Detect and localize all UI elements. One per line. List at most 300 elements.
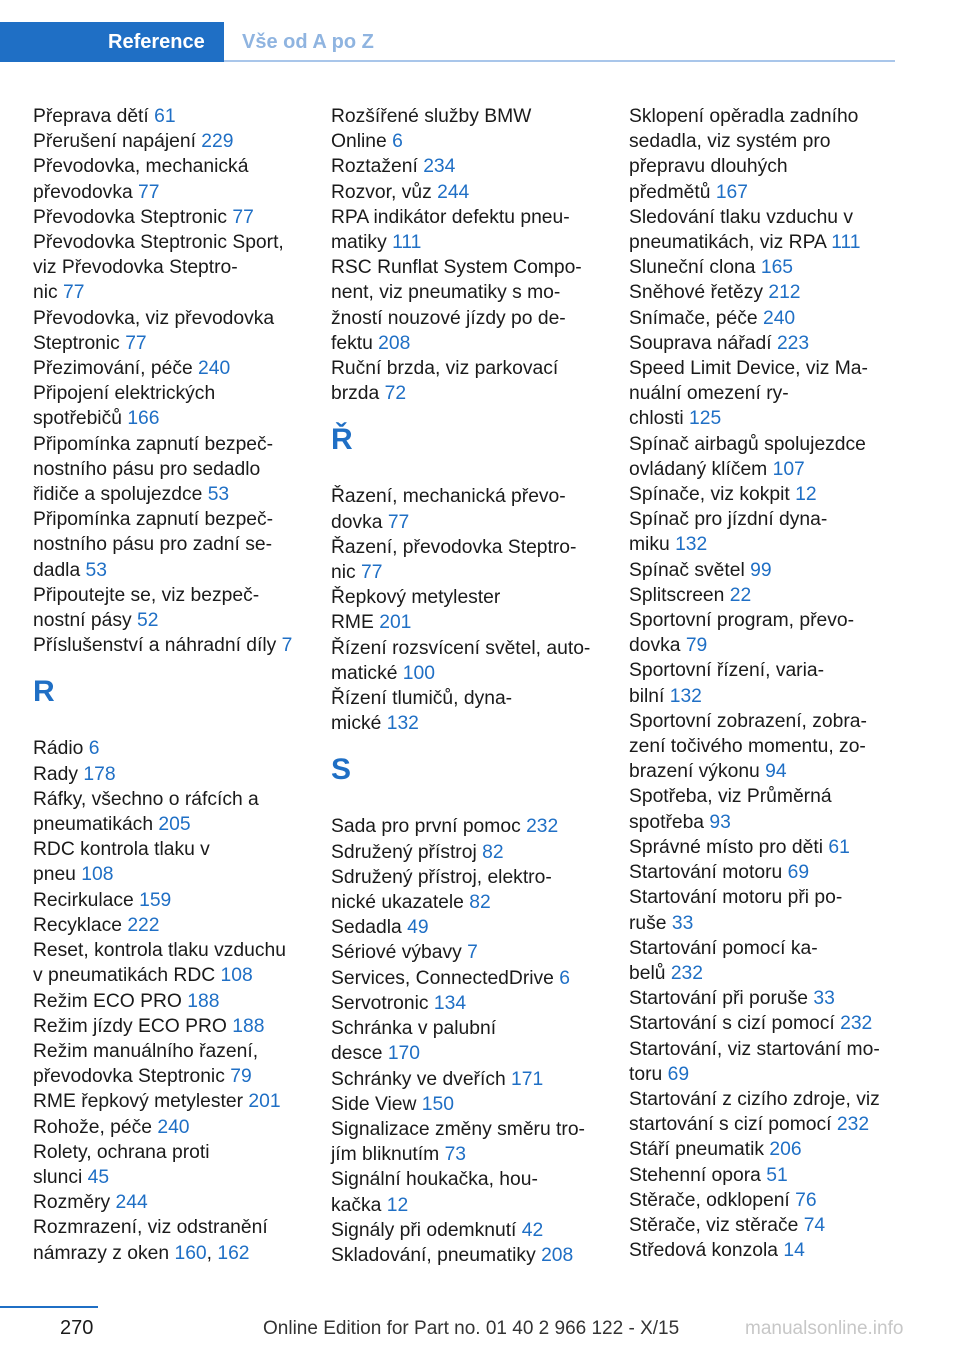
entry-line xyxy=(33,862,303,887)
page-link[interactable]: 232 xyxy=(526,816,559,838)
entry-line xyxy=(331,865,601,890)
entry-line xyxy=(629,936,899,961)
index-entry xyxy=(629,936,899,986)
entry-text: Převodovka Steptronic xyxy=(33,206,227,228)
index-column-1 xyxy=(33,104,303,1266)
entry-text: zení točivého momentu, zo‐ xyxy=(629,736,866,758)
entry-text: Startování s cizí pomocí xyxy=(629,1013,835,1035)
page-link[interactable]: 229 xyxy=(201,131,234,153)
page-link[interactable]: 188 xyxy=(232,1015,265,1037)
index-entry xyxy=(331,1092,601,1117)
entry-line xyxy=(629,180,899,205)
page-link[interactable]: 33 xyxy=(813,988,835,1010)
entry-line xyxy=(629,381,899,406)
page-link[interactable]: 53 xyxy=(207,484,230,506)
page-link[interactable]: 162 xyxy=(217,1242,250,1264)
entry-line xyxy=(629,1238,899,1263)
page-link[interactable]: 49 xyxy=(407,917,429,939)
entry-text: RDC kontrola tlaku v xyxy=(33,839,210,861)
header-rule xyxy=(224,60,895,62)
entry-text: pneumatikách xyxy=(33,814,154,836)
index-entry xyxy=(33,104,303,129)
entry-line xyxy=(33,507,303,532)
entry-text: Startování pomocí ka‐ xyxy=(629,937,818,959)
page-link[interactable]: 208 xyxy=(541,1244,574,1266)
index-entry xyxy=(33,762,303,787)
page-link[interactable]: 208 xyxy=(378,332,411,354)
entry-text: spotřebičů xyxy=(33,408,122,430)
entry-line xyxy=(629,608,899,633)
entry-line xyxy=(331,510,601,535)
entry-text: Signalizace změny směru tro‐ xyxy=(331,1118,585,1140)
entry-line xyxy=(629,532,899,557)
index-entry xyxy=(331,991,601,1016)
entry-text: Schránka v palubní xyxy=(331,1018,497,1040)
page-link[interactable]: 205 xyxy=(158,814,191,836)
page-link[interactable]: 12 xyxy=(386,1194,409,1216)
entry-text: desce xyxy=(331,1043,383,1065)
entry-text: Stehenní opora xyxy=(629,1164,761,1186)
entry-text: nostní pásy xyxy=(33,610,132,632)
entry-line xyxy=(33,812,303,837)
entry-text: miku xyxy=(629,534,670,556)
entry-line xyxy=(629,911,899,936)
page-link[interactable]: 240 xyxy=(198,358,231,380)
entry-text: v pneumatikách RDC xyxy=(33,965,216,987)
page-link[interactable]: 61 xyxy=(154,106,176,127)
page-link[interactable]: 72 xyxy=(384,383,407,405)
entry-text: Recirkulace xyxy=(33,889,134,911)
entry-text: Stáří pneumatik xyxy=(629,1139,765,1161)
page-link[interactable]: 53 xyxy=(85,559,107,581)
page-link[interactable]: 82 xyxy=(469,892,491,914)
entry-text: Signální houkačka, hou‐ xyxy=(331,1169,538,1191)
index-entry xyxy=(331,1167,601,1217)
page-link[interactable]: 125 xyxy=(689,408,722,430)
entry-line xyxy=(33,787,303,812)
index-entry xyxy=(331,1016,601,1066)
entry-text: Recyklace xyxy=(33,914,122,936)
entry-line xyxy=(629,860,899,885)
page-link[interactable]: 94 xyxy=(765,761,787,783)
page-link[interactable]: 240 xyxy=(762,307,796,329)
entry-line xyxy=(33,1089,303,1114)
entry-text: Přerušení napájení xyxy=(33,131,196,153)
entry-line xyxy=(629,1188,899,1213)
entry-line: námrazy z oken 160, 162 xyxy=(33,1242,250,1264)
page-link[interactable]: 7 xyxy=(281,635,293,657)
page-link[interactable]: 212 xyxy=(768,282,801,304)
entry-text: Správné místo pro děti xyxy=(629,836,823,858)
entry-line xyxy=(331,1142,601,1167)
page-link[interactable]: 132 xyxy=(386,713,419,735)
entry-line xyxy=(629,280,899,305)
index-entry xyxy=(629,608,899,658)
entry-line xyxy=(331,255,601,280)
entry-text: slunci xyxy=(33,1166,83,1188)
page-link[interactable]: 244 xyxy=(437,181,470,203)
page-link[interactable]: 244 xyxy=(115,1192,148,1214)
entry-line xyxy=(33,1014,303,1039)
entry-line xyxy=(331,1092,601,1117)
entry-text: spotřeba xyxy=(629,811,705,833)
index-entry xyxy=(629,860,899,885)
entry-text: Sdružený přístroj xyxy=(331,841,477,863)
entry-line xyxy=(331,484,601,509)
page-link[interactable]: 223 xyxy=(776,332,810,354)
index-entry xyxy=(629,432,899,482)
page-link[interactable]: 178 xyxy=(83,763,116,785)
page-link[interactable]: 79 xyxy=(685,635,708,657)
page-link[interactable]: 73 xyxy=(444,1144,467,1166)
page-link[interactable]: 132 xyxy=(675,534,708,556)
entry-text: Side View xyxy=(331,1093,417,1115)
entry-line xyxy=(33,205,303,230)
page-link[interactable]: 42 xyxy=(521,1219,544,1241)
page-link[interactable]: 170 xyxy=(387,1043,420,1065)
entry-line xyxy=(33,938,303,963)
page-link[interactable]: 51 xyxy=(766,1164,788,1186)
index-entry xyxy=(33,1190,303,1215)
entry-text: ruše xyxy=(629,912,667,934)
index-entry xyxy=(331,966,601,991)
entry-line xyxy=(33,129,303,154)
entry-line xyxy=(629,205,899,230)
page-link[interactable]: 6 xyxy=(88,738,100,760)
page-link[interactable]: 111 xyxy=(392,232,422,254)
entry-line xyxy=(33,963,303,988)
index-entry xyxy=(33,230,303,306)
index-entry xyxy=(331,154,601,179)
entry-line xyxy=(331,1193,601,1218)
entry-line xyxy=(33,1115,303,1140)
page-link[interactable]: 107 xyxy=(772,458,805,480)
tab-reference[interactable]: Reference xyxy=(0,22,224,62)
index-entry xyxy=(33,1140,303,1190)
entry-text: Sluneční clona xyxy=(629,257,756,279)
entry-text: Steptronic xyxy=(33,332,120,354)
entry-text: nické ukazatele xyxy=(331,892,464,914)
page-link[interactable]: 33 xyxy=(671,912,694,934)
entry-text: Sdružený přístroj, elektro‐ xyxy=(331,866,552,888)
page-link[interactable]: 160 xyxy=(174,1242,207,1264)
entry-text: Sériové výbavy xyxy=(331,942,462,964)
index-entry xyxy=(629,255,899,280)
entry-line xyxy=(629,331,899,356)
entry-text: nostního pásu pro zadní se‐ xyxy=(33,534,273,556)
entry-text: matiky xyxy=(331,232,387,254)
entry-text: Stěrače, viz stěrače xyxy=(629,1214,799,1236)
index-entry xyxy=(33,381,303,431)
index-entry xyxy=(33,356,303,381)
index-entry xyxy=(33,938,303,988)
page-link[interactable]: 74 xyxy=(803,1214,826,1236)
watermark: manualsonline.info xyxy=(745,1318,904,1339)
entry-text: Rádio xyxy=(33,738,84,760)
page-link[interactable]: 232 xyxy=(840,1013,873,1035)
entry-line xyxy=(629,306,899,331)
entry-line xyxy=(331,814,601,839)
index-entry xyxy=(331,255,601,356)
index-column-3 xyxy=(629,104,899,1263)
entry-text: Spotřeba, viz Průměrná xyxy=(629,786,832,808)
entry-text: Řepkový metylester xyxy=(331,587,501,609)
entry-line xyxy=(33,104,303,129)
entry-text: Snímače, péče xyxy=(629,307,758,329)
page-link[interactable]: 206 xyxy=(769,1139,802,1161)
page-link[interactable]: 188 xyxy=(187,990,220,1012)
index-entry xyxy=(331,180,601,205)
page-link[interactable]: 6 xyxy=(559,967,570,989)
page-link[interactable]: 79 xyxy=(230,1066,252,1088)
index-entry xyxy=(33,913,303,938)
page-link[interactable]: 108 xyxy=(220,965,253,987)
entry-text: Startování motoru xyxy=(629,862,783,884)
index-entry xyxy=(33,583,303,633)
entry-text: Reset, kontrola tlaku vzduchu xyxy=(33,940,286,962)
entry-line xyxy=(629,986,899,1011)
entry-line xyxy=(33,583,303,608)
entry-text: Připojení elektrických xyxy=(33,383,216,405)
entry-line xyxy=(629,658,899,683)
index-entry xyxy=(33,633,303,658)
index-entry xyxy=(331,535,601,585)
entry-text: Přezimování, péče xyxy=(33,358,193,380)
page-link[interactable]: 45 xyxy=(87,1166,110,1188)
entry-line xyxy=(331,230,601,255)
page-link[interactable]: 69 xyxy=(787,862,810,884)
entry-text: Ráfky, všechno o ráfcích a xyxy=(33,788,259,810)
entry-text: přepravu dlouhých xyxy=(629,156,788,178)
page-link[interactable]: 99 xyxy=(750,559,772,581)
entry-text: nic xyxy=(331,562,356,584)
entry-line xyxy=(33,255,303,280)
index-entry xyxy=(331,940,601,965)
entry-line xyxy=(331,180,601,205)
page-link[interactable]: 77 xyxy=(138,181,160,203)
index-entry xyxy=(629,482,899,507)
page-link[interactable]: 77 xyxy=(125,332,147,354)
entry-text: Rozvor, vůz xyxy=(331,181,432,203)
entry-line xyxy=(331,1218,601,1243)
section-letter: Ř xyxy=(331,423,353,457)
index-column-2 xyxy=(331,104,601,1268)
page-link[interactable]: 52 xyxy=(136,610,159,632)
entry-text: nic xyxy=(33,282,58,304)
entry-text: Rozmrazení, viz odstranění xyxy=(33,1217,268,1239)
entry-line xyxy=(33,457,303,482)
index-entry xyxy=(629,507,899,557)
page-link[interactable]: 150 xyxy=(421,1093,454,1115)
page-link[interactable]: 108 xyxy=(81,864,114,886)
entry-line xyxy=(629,885,899,910)
index-entry xyxy=(629,205,899,255)
edition-note: Online Edition for Part no. 01 40 2 966 122 - X/15 xyxy=(263,1318,680,1339)
entry-text: převodovka xyxy=(33,181,133,203)
entry-line xyxy=(331,535,601,560)
entry-text: startování s cizí pomocí xyxy=(629,1114,832,1136)
page-link[interactable]: 240 xyxy=(157,1116,190,1138)
entry-line xyxy=(33,381,303,406)
entry-line xyxy=(33,888,303,913)
page-link[interactable]: 77 xyxy=(361,562,383,584)
entry-line xyxy=(629,507,899,532)
entry-line xyxy=(629,1137,899,1162)
page-link[interactable]: 165 xyxy=(760,257,794,279)
entry-text: sedadla, viz systém pro xyxy=(629,131,831,153)
page-link[interactable]: 77 xyxy=(63,282,85,304)
page-link[interactable]: 234 xyxy=(423,156,456,178)
entry-text: Rozšířené služby BMW xyxy=(331,106,532,127)
entry-line xyxy=(629,129,899,154)
index-entry xyxy=(331,865,601,915)
page-link[interactable]: 82 xyxy=(482,841,504,863)
entry-text: RME řepkový metylester xyxy=(33,1091,244,1113)
index-entry xyxy=(331,356,601,406)
entry-line xyxy=(629,104,899,129)
entry-text: brazení výkonu xyxy=(629,761,760,783)
entry-text: Příslušenství a náhradní díly xyxy=(33,635,277,657)
index-entry xyxy=(629,1037,899,1087)
index-entry xyxy=(331,1218,601,1243)
tab-a-to-z[interactable]: Vše od A po Z xyxy=(242,31,374,53)
page-link[interactable]: 12 xyxy=(795,484,817,506)
entry-text: Startování motoru při po‐ xyxy=(629,887,843,909)
entry-line xyxy=(33,1190,303,1215)
entry-line xyxy=(331,940,601,965)
index-entry xyxy=(33,1089,303,1114)
entry-text: Startování, viz startování mo‐ xyxy=(629,1038,880,1060)
entry-text: Řazení, převodovka Steptro‐ xyxy=(331,536,577,558)
index-entry xyxy=(33,1215,303,1265)
index-entry xyxy=(629,280,899,305)
entry-line xyxy=(33,989,303,1014)
page-link[interactable]: 76 xyxy=(795,1189,817,1211)
entry-text: Sedadla xyxy=(331,917,402,939)
page-link[interactable]: 77 xyxy=(232,206,254,228)
index-entry xyxy=(331,1243,601,1268)
page-link[interactable]: 201 xyxy=(379,612,412,634)
page-link[interactable]: 111 xyxy=(831,232,861,254)
entry-text: ovládaný klíčem xyxy=(629,458,768,480)
entry-line xyxy=(629,356,899,381)
entry-text: nuální omezení ry‐ xyxy=(629,383,789,405)
entry-text: Startování z cizího zdroje, viz xyxy=(629,1088,880,1110)
index-entry xyxy=(629,1087,899,1137)
page-link[interactable]: 134 xyxy=(433,992,467,1014)
entry-line xyxy=(629,961,899,986)
page-link[interactable]: 232 xyxy=(670,962,703,984)
entry-line xyxy=(33,280,303,305)
page-link[interactable]: 77 xyxy=(387,511,410,533)
entry-text: Roztažení xyxy=(331,156,418,178)
entry-text: Souprava nářadí xyxy=(629,332,772,354)
page-link[interactable]: 167 xyxy=(715,181,748,203)
entry-text: Online xyxy=(331,131,387,153)
page-link[interactable]: 22 xyxy=(729,584,752,606)
entry-line xyxy=(331,560,601,585)
index-entry xyxy=(331,840,601,865)
entry-line xyxy=(331,331,601,356)
entry-line xyxy=(629,734,899,759)
index-entry xyxy=(33,888,303,913)
entry-line xyxy=(33,432,303,457)
entry-line xyxy=(629,255,899,280)
index-entry xyxy=(629,885,899,935)
entry-line xyxy=(331,280,601,305)
index-entry xyxy=(629,1163,899,1188)
entry-text: matické xyxy=(331,662,398,684)
entry-line xyxy=(33,356,303,381)
entry-line xyxy=(331,1243,601,1268)
page-link[interactable]: 159 xyxy=(139,889,172,911)
entry-text: Ruční brzda, viz parkovací xyxy=(331,358,559,380)
entry-text: Startování při poruše xyxy=(629,988,808,1010)
page-link[interactable]: 171 xyxy=(511,1068,544,1090)
page-link[interactable]: 93 xyxy=(709,811,731,833)
index-entry xyxy=(331,585,601,635)
page-link[interactable]: 201 xyxy=(248,1091,281,1113)
entry-text: Režim ECO PRO xyxy=(33,990,182,1012)
entry-text: námrazy z oken xyxy=(33,1242,170,1264)
index-entry xyxy=(33,507,303,583)
entry-text: mické xyxy=(331,713,382,735)
entry-line xyxy=(33,762,303,787)
page-link[interactable]: 222 xyxy=(127,914,160,936)
entry-text: Rozměry xyxy=(33,1192,111,1214)
entry-line xyxy=(629,810,899,835)
entry-line xyxy=(33,230,303,255)
page-link[interactable]: 69 xyxy=(667,1063,690,1085)
entry-text: nostního pásu pro sedadlo xyxy=(33,458,261,480)
entry-text: Připomínka zapnutí bezpeč‐ xyxy=(33,433,274,455)
page-link[interactable]: 7 xyxy=(467,942,478,964)
entry-text: Řízení rozsvícení světel, auto‐ xyxy=(331,637,591,659)
entry-line xyxy=(331,154,601,179)
index-entry xyxy=(33,787,303,837)
entry-line xyxy=(33,1140,303,1165)
entry-line xyxy=(629,1011,899,1036)
entry-line xyxy=(33,154,303,179)
page-link[interactable]: 100 xyxy=(402,662,435,684)
page-link[interactable]: 6 xyxy=(392,131,403,153)
entry-text: viz Převodovka Steptro‐ xyxy=(33,257,238,279)
entry-line xyxy=(331,840,601,865)
entry-text: Stěrače, odklopení xyxy=(629,1189,790,1211)
entry-text: Převodovka Steptronic Sport, xyxy=(33,232,284,254)
index-entry xyxy=(331,104,601,154)
page-link[interactable]: 232 xyxy=(836,1114,870,1136)
index-entry xyxy=(33,129,303,154)
page-link[interactable]: 61 xyxy=(828,836,850,858)
entry-text: předmětů xyxy=(629,181,711,203)
entry-text: RPA indikátor defektu pneu‐ xyxy=(331,206,570,228)
entry-line xyxy=(629,633,899,658)
page-link[interactable]: 132 xyxy=(669,685,702,707)
entry-line xyxy=(629,684,899,709)
entry-line xyxy=(629,1062,899,1087)
page-link[interactable]: 166 xyxy=(127,408,160,430)
entry-text: Spínač světel xyxy=(629,559,745,581)
entry-line xyxy=(629,583,899,608)
index-entry xyxy=(629,1213,899,1238)
entry-line xyxy=(331,661,601,686)
index-entry xyxy=(331,915,601,940)
page-link[interactable]: 14 xyxy=(783,1240,805,1262)
entry-line xyxy=(331,686,601,711)
index-entry xyxy=(331,484,601,534)
entry-line xyxy=(33,608,303,633)
